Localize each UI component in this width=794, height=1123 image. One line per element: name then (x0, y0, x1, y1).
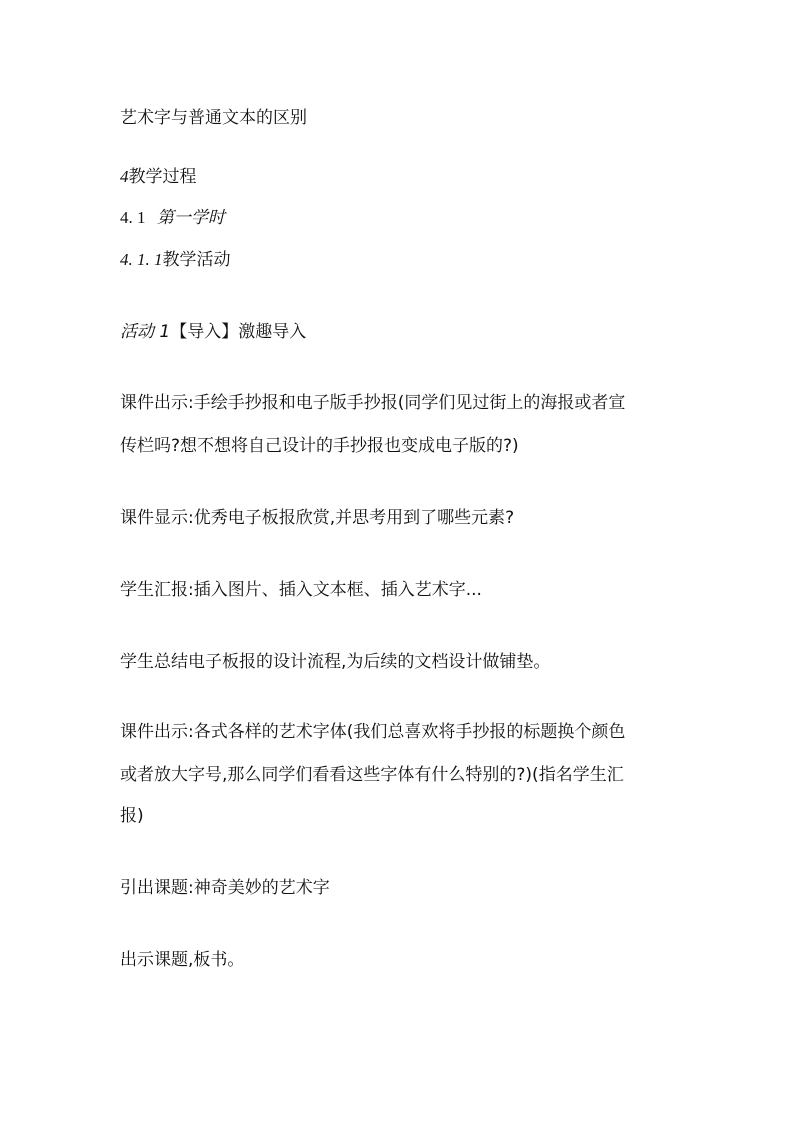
paragraph-line: 引出课题:神奇美妙的艺术字 (120, 878, 330, 898)
activity-heading (120, 322, 695, 342)
section-title-text: 艺术字与普通文本的区别 (120, 108, 307, 128)
paragraph-line: 报) (120, 806, 144, 826)
paragraph-line: 出示课题,板书。 (120, 950, 245, 970)
heading-4-1-1-text: 教学活动 (162, 250, 231, 270)
paragraph-line: 课件出示:手绘手抄报和电子版手抄报(同学们见过街上的海报或者宣 (120, 393, 626, 413)
paragraph-line: 课件显示:优秀电子板报欣赏,并思考用到了哪些元素? (120, 508, 515, 528)
activity-title: 激趣导入 (238, 322, 307, 342)
section-title (120, 108, 695, 128)
heading-4 (120, 167, 695, 187)
paragraph-line: 课件出示:各式各样的艺术字体(我们总喜欢将手抄报的标题换个颜色 (120, 722, 626, 742)
heading-4-text: 教学过程 (128, 167, 197, 187)
heading-4-1-number: 4. 1 (120, 208, 146, 227)
activity-bracket: 【导入】 (170, 322, 239, 342)
heading-4-1-1-number: 4. 1. 1 (120, 250, 163, 269)
paragraph-line: 学生汇报:插入图片、插入文本框、插入艺术字... (120, 580, 482, 600)
paragraph-line: 传栏吗?想不想将自己设计的手抄报也变成电子版的?) (120, 436, 519, 456)
heading-4-1-1 (120, 250, 695, 270)
activity-prefix: 活动 1 (120, 322, 171, 342)
heading-4-1-text: 第一学时 (156, 208, 225, 228)
heading-4-number: 4 (120, 167, 129, 186)
heading-4-1 (120, 208, 695, 228)
paragraph-line: 学生总结电子板报的设计流程,为后续的文档设计做铺垫。 (120, 652, 551, 672)
paragraph-line: 或者放大字号,那么同学们看看这些字体有什么特别的?)(指名学生汇 (120, 765, 624, 785)
